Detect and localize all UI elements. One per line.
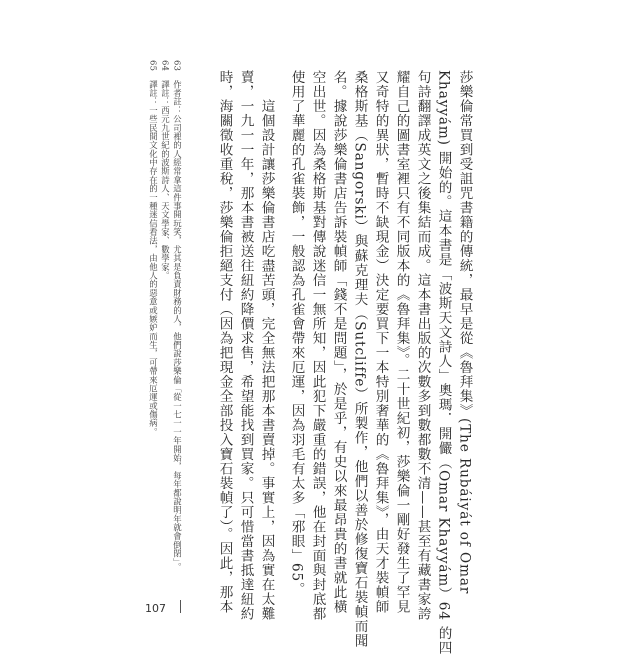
body-line-2: Khayyám) 開始的。這本書是「波斯天文詩人」奧瑪．開儼（Omar Khayyám）64 的四	[435, 70, 452, 655]
body-line-5: 又奇特的異狀，暫時不缺現金）決定要買下一本特別奢華的《魯拜集》，由天才裝幀師	[372, 70, 389, 615]
body-line-10: 這個設計讓莎樂倫書店吃盡苦頭，完全無法把那本書賣掉。事實上，因為實在太難	[258, 70, 275, 621]
body-line-3: 句詩翻譯成英文之後集結而成。這本書出版的次數多到數都數不清——甚至有藏書家誇	[414, 70, 431, 621]
footnote-63: 63 作者註：公司裡的人經常拿這件事開玩笑，尤其是負責財務的人，他們說莎樂倫「從一七一一年開始，每年都說明年就會倒閉」。	[172, 60, 183, 572]
footnote-65: 65 譯註：一些民間文化中存在的一種迷信看法，由他人的惡意或嫉妒而生，可帶來厄運或傷病。	[148, 60, 159, 437]
page-number: 107	[145, 602, 166, 615]
body-line-12: 時，海關徵收重稅，莎樂倫拒絕支付（因為把現金全部投入寶石裝幀了）。因此，那本	[216, 70, 233, 615]
body-line-8: 空出世。因為桑格斯基對傳說迷信一無所知，因此犯下嚴重的錯誤，他在封面與封底都	[309, 70, 326, 621]
folio-divider	[180, 600, 181, 613]
body-line-11: 賣，一九一一年，那本書被送往紐約降價求售，希望能找到買家。只可惜當書抵達紐約	[237, 70, 254, 621]
body-line-6: 桑格斯基（Sangorski）與蘇克理夫（Sutcliffe）所製作，他們以善於修復寶石裝幀而聞	[351, 70, 368, 649]
body-line-1: 莎樂倫常買到受詛咒書籍的傳統，最早是從《魯拜集》(The Rubáiyát of Omar	[456, 70, 473, 595]
body-line-7: 名。據說莎樂倫書店告訴裝幀師「錢不是問題」，於是乎，有史以來最昂貴的書就此橫	[330, 70, 347, 615]
body-line-4: 耀自己的圖書室裡只有不同版本的《魯拜集》。二十世紀初，莎樂倫一剛好發生了罕見	[393, 70, 410, 615]
body-line-9: 使用了華麗的孔雀裝飾，一般認為孔雀會帶來厄運，因為羽毛有太多「邪眼」65。	[288, 70, 305, 597]
footnote-64: 64 譯註：西元九世紀的波斯詩人、天文學家、數學家。	[160, 60, 171, 280]
